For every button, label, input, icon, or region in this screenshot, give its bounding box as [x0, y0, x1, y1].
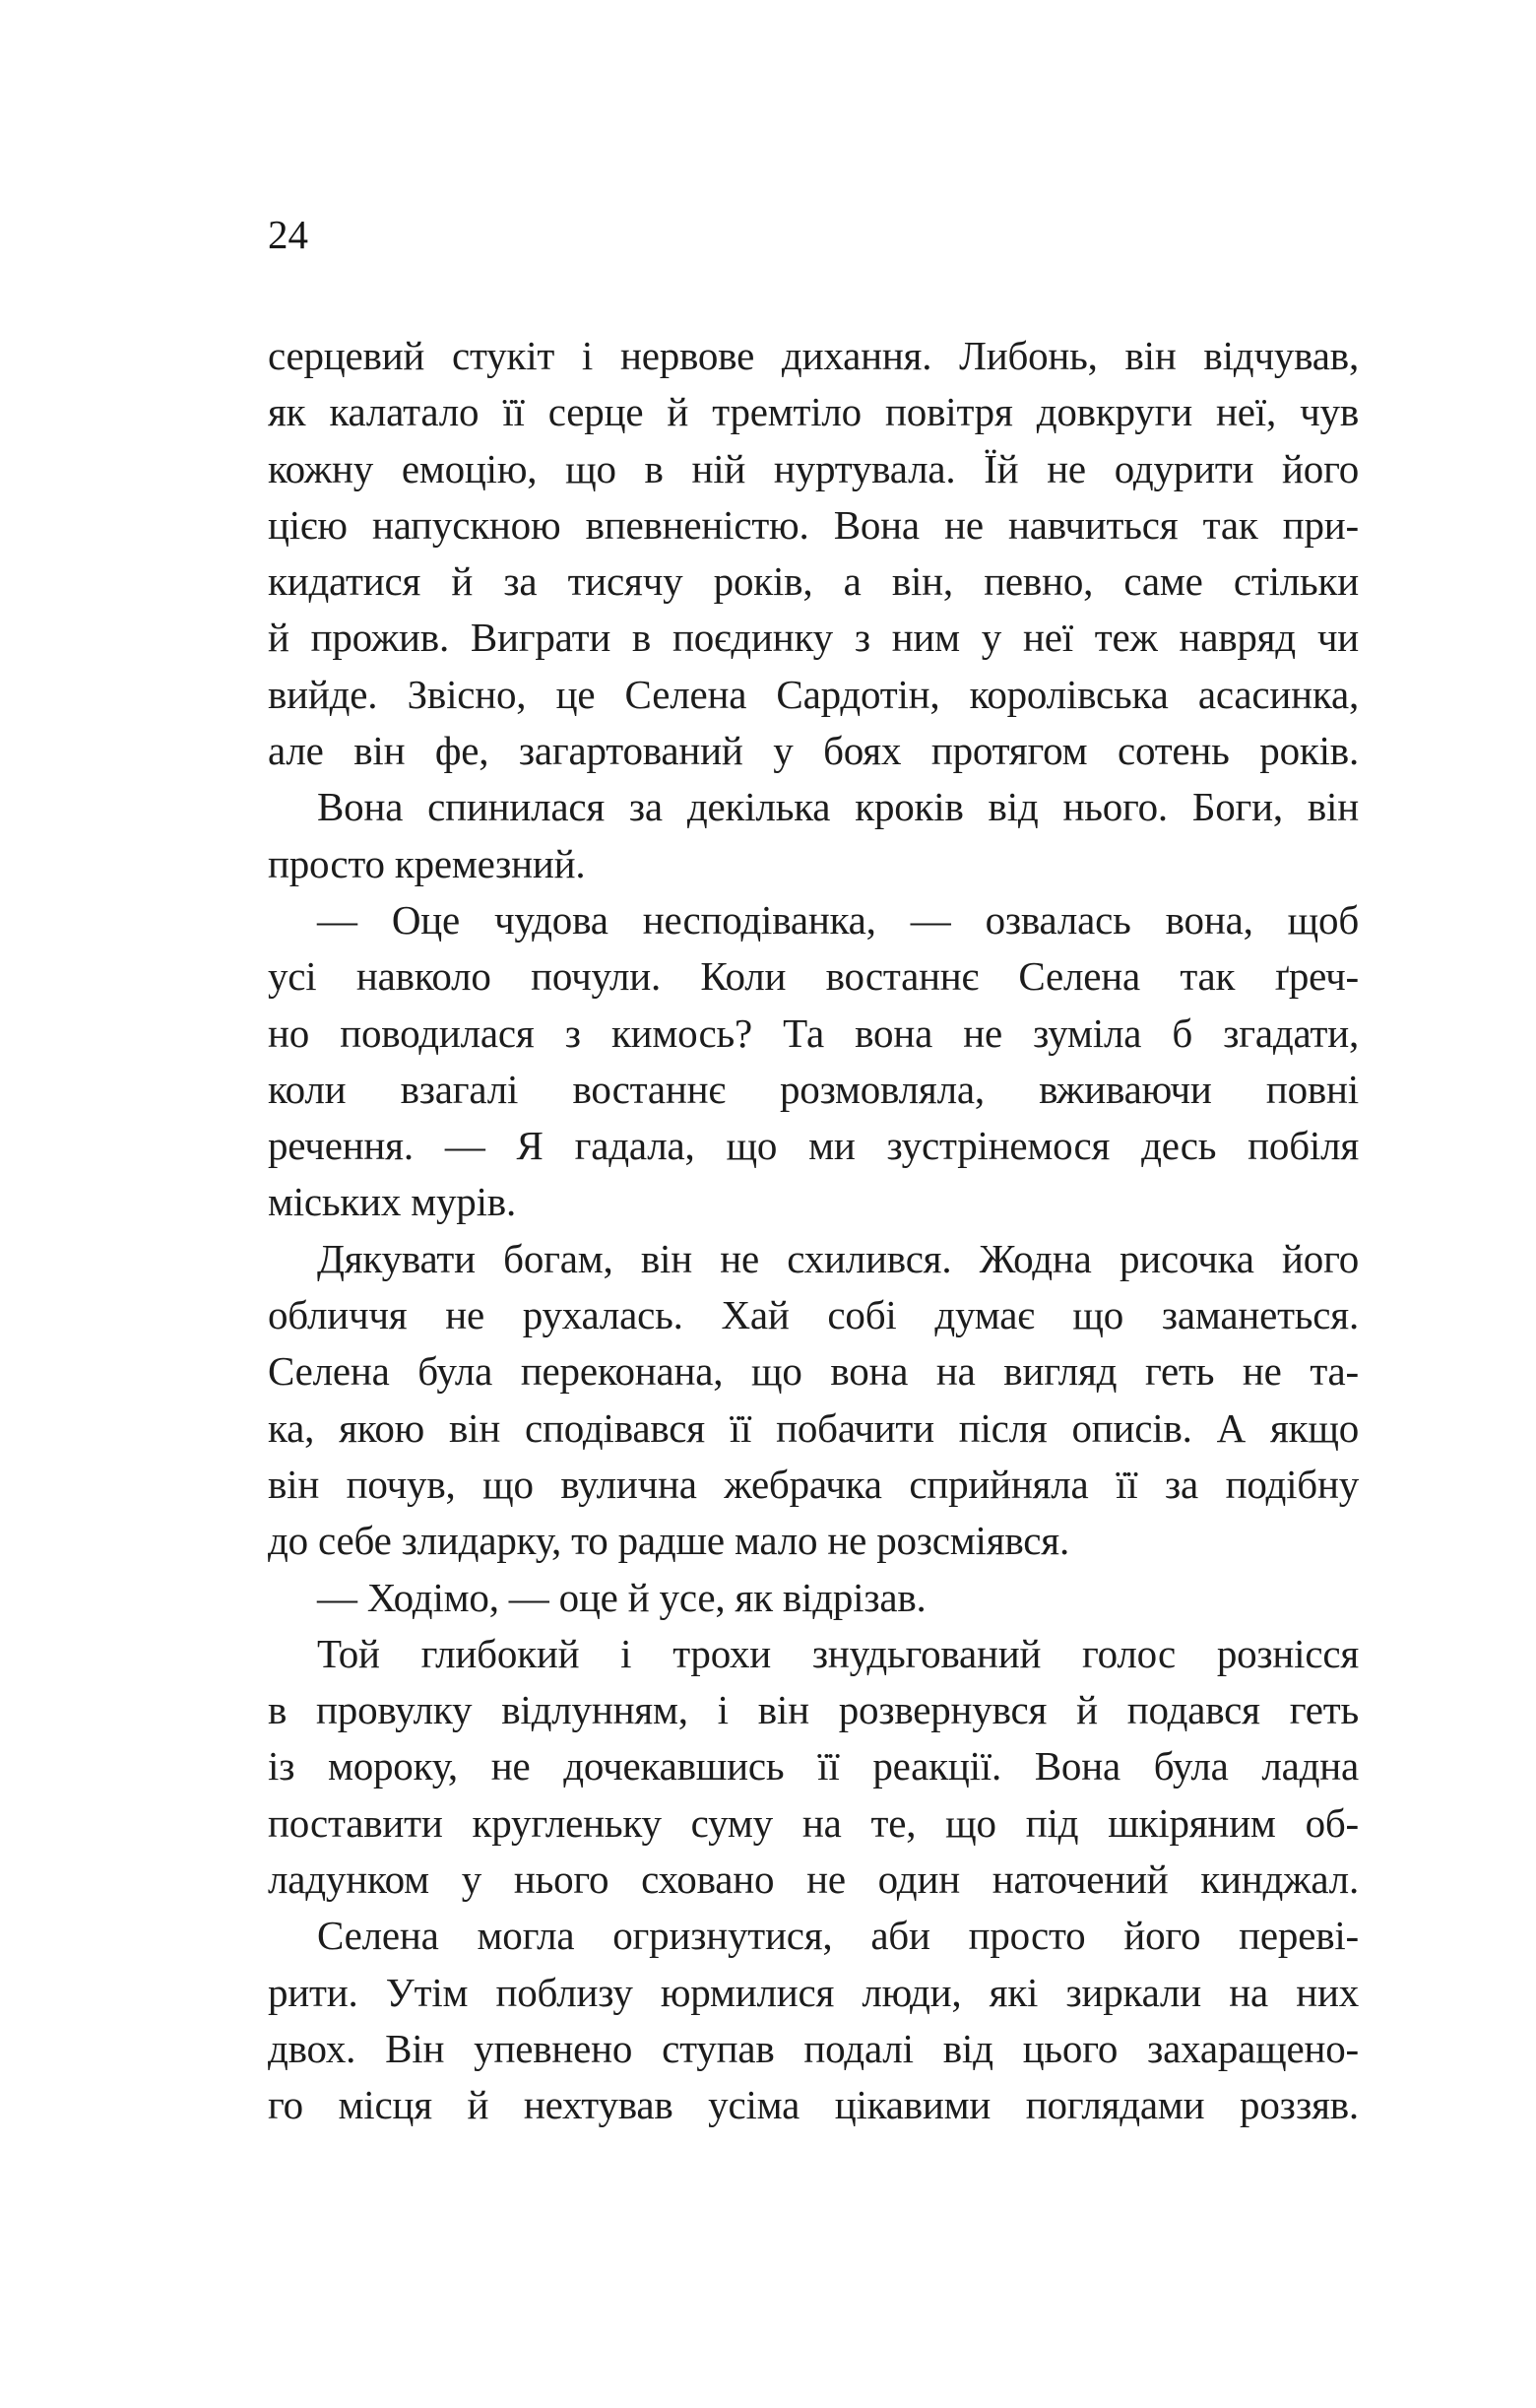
text-line: речення. — Я гадала, що ми зустрінемося десь побіля	[268, 1123, 1359, 1169]
text-line: але він фе, загартований у боях протягом сотень років.	[268, 728, 1359, 774]
text-line: рити. Утім поблизу юрмилися люди, які зиркали на них	[268, 1969, 1359, 2015]
body-text	[268, 328, 1359, 2134]
text-line: просто кремезний.	[268, 840, 586, 886]
text-line: із мороку, не дочекавшись її реакції. Вона була ладна	[268, 1743, 1359, 1790]
text-line: ладунком у нього сховано не один наточений кинджал.	[268, 1856, 1359, 1903]
text-line: й прожив. Виграти в поєдинку з ним у неї теж навряд чи	[268, 615, 1359, 661]
text-line: Селена могла огризнутися, аби просто його переві-	[317, 1913, 1359, 1959]
text-line: кидатися й за тисячу років, а він, певно, саме стільки	[268, 558, 1359, 605]
text-line: Дякувати богам, він не схилився. Жодна рисочка його	[317, 1235, 1359, 1281]
text-line: го місця й нехтував усіма цікавими поглядами роззяв.	[268, 2082, 1359, 2128]
text-line: вийде. Звісно, це Селена Сардотін, королівська асасинка,	[268, 671, 1359, 717]
text-line: Той глибокий і трохи знудьгований голос рознісся	[317, 1630, 1359, 1676]
text-line: до себе злидарку, то радше мало не розсміявся.	[268, 1518, 1070, 1564]
text-line: Вона спинилася за декілька кроків від нього. Боги, він	[317, 784, 1359, 830]
text-line: ка, якою він сподівався її побачити після описів. А якщо	[268, 1404, 1359, 1451]
text-line: двох. Він упевнено ступав подалі від цього захаращено-	[268, 2025, 1359, 2071]
text-line: усі навколо почули. Коли востаннє Селена так ґреч-	[268, 953, 1359, 1000]
text-line: — Оце чудова несподіванка, — озвалась вона, щоб	[317, 896, 1359, 943]
text-line: він почув, що вулична жебрачка сприйняла її за подібну	[268, 1461, 1359, 1507]
text-line: міських мурів.	[268, 1179, 516, 1225]
page-number: 24	[268, 212, 308, 257]
text-line: обличчя не рухалась. Хай собі думає що заманеться.	[268, 1292, 1359, 1338]
text-line: цією напускною впевненістю. Вона не навчиться так при-	[268, 501, 1359, 548]
text-line: Селена була переконана, що вона на вигляд геть не та-	[268, 1348, 1359, 1395]
text-line: кожну емоцію, що в ній нуртувала. Їй не одурити його	[268, 445, 1359, 491]
text-line: серцевий стукіт і нервове дихання. Либонь, він відчував,	[268, 333, 1359, 378]
text-line: в провулку відлунням, і він розвернувся й подався геть	[268, 1687, 1359, 1733]
text-line: як калатало її серце й тремтіло повітря довкруги неї, чув	[268, 389, 1359, 435]
text-line: — Ходімо, — оце й усе, як відрізав.	[317, 1574, 927, 1620]
text-line: поставити кругленьку суму на те, що під шкіряним об-	[268, 1799, 1359, 1846]
text-line: но поводилася з кимось? Та вона не зуміла б згадати,	[268, 1009, 1359, 1056]
text-line: коли взагалі востаннє розмовляла, вживаючи повні	[268, 1066, 1359, 1112]
